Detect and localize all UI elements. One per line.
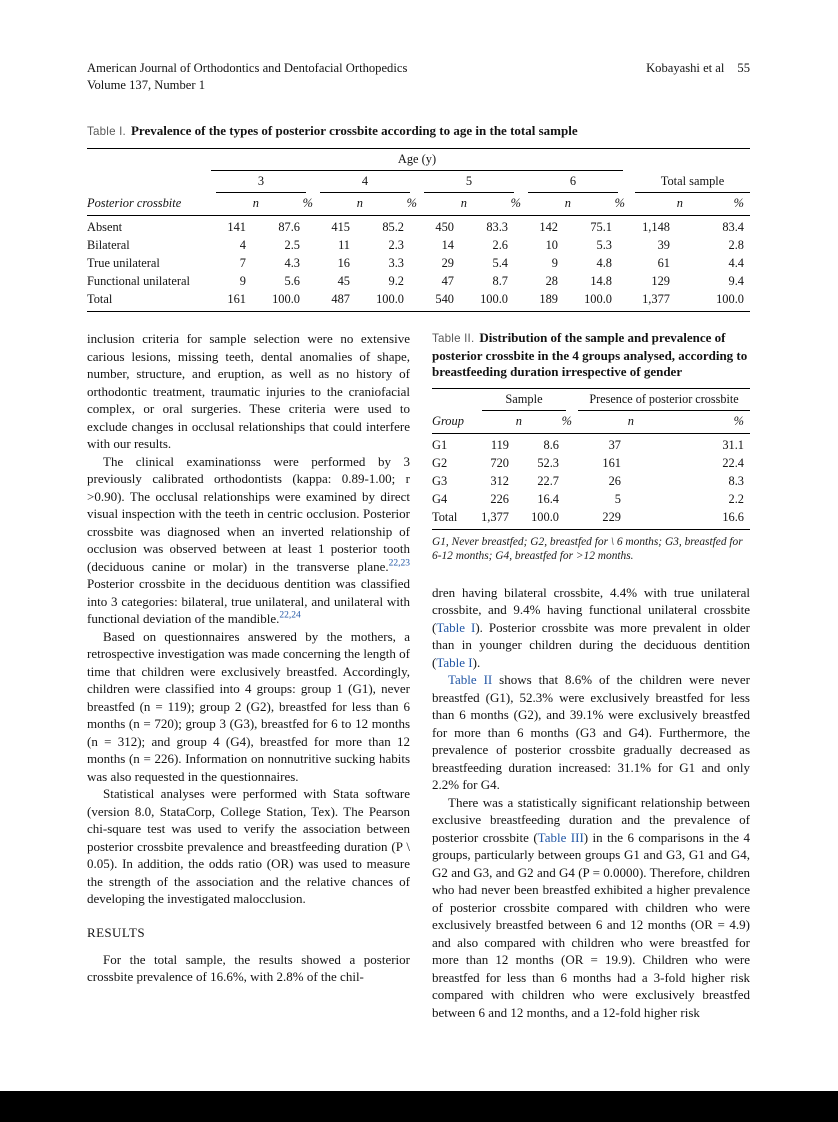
cell-value: 5.3 [596, 237, 612, 252]
age-group-3: 3 [216, 171, 306, 193]
table1-subheader-row [87, 193, 750, 216]
age-group-cell [521, 171, 625, 193]
text-segment: inclusion criteria for sample selection were no extensive carious lesions, missing teeth, dental anomalies of shape, number, structure, and eruption, as well as no history of orthodontic treatment, traumatic injuries to the craniofacial complex, or oral surgeries. These criteria were used to exclude changes in occlusal relationships that could interfere with our results. [87, 331, 410, 451]
table-1-caption [87, 123, 750, 141]
age-group-cell [209, 171, 313, 193]
sample-header: Sample [482, 389, 566, 411]
table-2-section [432, 330, 750, 564]
paragraph [432, 794, 750, 1022]
cell-value: 720 [490, 455, 509, 470]
spacer-cell [432, 388, 476, 411]
cell-value: 14.8 [590, 273, 612, 288]
cell-value: 9 [239, 273, 246, 288]
table2-group-header-row [432, 388, 750, 411]
body-text [432, 584, 750, 1022]
col-n-header: n [476, 411, 522, 434]
author-page-info [646, 60, 750, 77]
cell-value: 7 [239, 255, 246, 270]
cell-value: 61 [657, 255, 670, 270]
table-1-section [87, 123, 750, 312]
cell-value: 14 [441, 237, 454, 252]
cell-value: 31.1 [722, 437, 744, 452]
table-2-body [432, 433, 750, 529]
table-1-label: Table I. [87, 125, 126, 138]
cell-value: 4.3 [284, 255, 300, 270]
cell-value: 415 [331, 219, 350, 234]
col-n-header: n [521, 193, 571, 216]
cell-value: 119 [490, 437, 509, 452]
col-pct-header: % [467, 193, 521, 216]
cell-value: 226 [490, 491, 509, 506]
cell-value: 540 [435, 291, 454, 306]
presence-cell [572, 388, 750, 411]
paragraph [432, 671, 750, 794]
cell-value: 16.6 [722, 509, 744, 524]
row-label: Bilateral [87, 237, 130, 252]
cell-value: 22.7 [537, 473, 559, 488]
cell-value: 75.1 [590, 219, 612, 234]
cell-value: 189 [539, 291, 558, 306]
row-label: Absent [87, 219, 123, 234]
table-2-label: Table II. [432, 332, 475, 345]
right-text-column [432, 330, 750, 1021]
row-label: Total [432, 509, 458, 524]
cell-value: 100.0 [272, 291, 300, 306]
col-n-header: n [417, 193, 467, 216]
row-label: Functional unilateral [87, 273, 190, 288]
running-authors: Kobayashi et al [646, 61, 725, 75]
text-segment: ). Posterior crossbite was more prevalent in older than in younger children during the deciduous dentition ( [432, 619, 750, 670]
paragraph [87, 785, 410, 908]
paragraph [87, 330, 410, 453]
text-segment: ). [472, 654, 481, 670]
row-label: G3 [432, 473, 448, 488]
cell-value: 28 [545, 273, 558, 288]
cell-value: 5.6 [284, 273, 300, 288]
text-segment: For the total sample, the results showed a posterior crossbite prevalence of 16.6%, with 2.8% of the chil- [87, 951, 410, 984]
cell-value: 1,377 [481, 509, 509, 524]
cell-value: 26 [608, 473, 621, 488]
group-header: Group [432, 411, 476, 434]
row-label: G2 [432, 455, 448, 470]
cell-value: 8.3 [728, 473, 744, 488]
cell-value: 47 [441, 273, 454, 288]
spacer-cell [87, 148, 209, 171]
cell-value: 100.0 [531, 509, 559, 524]
table-2 [432, 388, 750, 530]
text-segment: Posterior crossbite in the deciduous dentition was classified into 3 categories: bilateral, true unilateral, and unilateral with functional deviation of the mandible. [87, 576, 410, 626]
col-pct-header: % [259, 193, 313, 216]
row-label: Total [87, 291, 113, 306]
cell-value: 2.5 [284, 237, 300, 252]
col-n-header: n [313, 193, 363, 216]
row-head: Posterior crossbite [87, 193, 209, 216]
presence-header: Presence of posterior crossbite [578, 389, 750, 411]
cell-value: 2.3 [388, 237, 404, 252]
spacer-cell [87, 171, 209, 193]
journal-volume: Volume 137, Number 1 [87, 77, 205, 92]
cross-reference-link[interactable]: 22,24 [279, 610, 301, 621]
cell-value: 2.2 [728, 491, 744, 506]
row-label: G4 [432, 491, 448, 506]
cell-value: 2.6 [492, 237, 508, 252]
text-segment: The clinical examinationss were performed by 3 previously calibrated orthodontists (kappa: 0.89-1.00; r >0.90). The occlusal relationships were examined by direct visual inspection with the teeth in centric occlusion. Posterior crossbite was diagnosed when an inverted relationship of occlusion was observed between at least 1 posterior tooth (deciduous canine or molar) in the transverse plane. [87, 453, 410, 574]
cell-value: 39 [657, 237, 670, 252]
col-pct-header: % [683, 193, 750, 216]
cell-value: 100.0 [480, 291, 508, 306]
table-row [87, 254, 750, 272]
table1-age-span-row [87, 148, 750, 171]
text-segment: dren having bilateral crossbite, 4.4% with true unilateral crossbite, and 9.4% having functional unilateral crossbite ( [432, 584, 750, 635]
cross-reference-link[interactable]: Table I [436, 654, 473, 670]
table2-subheader-row [432, 411, 750, 434]
age-group-5: 5 [424, 171, 514, 193]
table-1-body [87, 215, 750, 311]
text-segment: shows that 8.6% of the children were never breastfed (G1), 52.3% were exclusively breastfed for less than 6 months (G2), and 39.1% were exclusively breastfed for more than 6 months (G3 and G4). Furthermore, the prevalence of posterior crossbite gradually decreased as breastfeeding duration increased: 31.1% for G1 and only 2.2% for G4. [432, 672, 750, 793]
col-n-header: n [209, 193, 259, 216]
cell-value: 129 [651, 273, 670, 288]
cell-value: 16.4 [537, 491, 559, 506]
cell-value: 3.3 [388, 255, 404, 270]
body-text [87, 951, 410, 986]
table-row [432, 490, 750, 508]
col-pct-header: % [522, 411, 572, 434]
journal-title: American Journal of Orthodontics and Dentofacial Orthopedics [87, 61, 408, 75]
table-2-footnote: G1, Never breastfed; G2, breastfed for \ 6 months; G3, breastfed for 6-12 months; G4, breastfed for >12 months. [432, 535, 743, 563]
text-segment: There was a statistically significant relationship between exclusive breastfeeding duration and the prevalence of posterior crossbite ( [432, 794, 750, 845]
body-text [87, 330, 410, 908]
col-pct-header: % [634, 411, 750, 434]
cell-value: 45 [337, 273, 350, 288]
cell-value: 52.3 [537, 455, 559, 470]
col-n-header: n [572, 411, 634, 434]
cell-value: 29 [441, 255, 454, 270]
table-row [432, 433, 750, 454]
table1-age-groups-row [87, 171, 750, 193]
cell-value: 8.7 [492, 273, 508, 288]
text-segment: Based on questionnaires answered by the mothers, a retrospective investigation was made concerning the length of time that children were exclusively breastfed. Accordingly, children were classified into 4 groups: group 1 (G1), never breastfed (n = 119); group 2 (G2), breastfed for less than 6 months (n = 720); group 3 (G3), breastfed for 6 to 12 months (n = 312); and group 4 (G4), breastfed for more than 12 months (n = 226). Information on nonnutritive sucking habits was also requested in the questionnaires. [87, 628, 410, 784]
age-group-cell [313, 171, 417, 193]
cell-value: 487 [331, 291, 350, 306]
row-label: True unilateral [87, 255, 160, 270]
cell-value: 161 [602, 455, 621, 470]
age-group-6: 6 [528, 171, 618, 193]
cross-reference-link[interactable]: Table II [448, 672, 493, 688]
cell-value: 100.0 [716, 291, 744, 306]
table-2-caption [432, 330, 750, 381]
table-row [87, 290, 750, 311]
cell-value: 5 [614, 491, 621, 506]
table-1-title: Prevalence of the types of posterior crossbite according to age in the total sample [130, 123, 578, 138]
results-heading: RESULTS [87, 924, 145, 940]
cell-value: 83.4 [722, 219, 744, 234]
cell-value: 85.2 [382, 219, 404, 234]
cross-reference-link[interactable]: 22,23 [388, 558, 410, 569]
sample-cell [476, 388, 572, 411]
cell-value: 100.0 [584, 291, 612, 306]
cell-value: 9 [551, 255, 558, 270]
table-row [432, 454, 750, 472]
col-pct-header: % [363, 193, 417, 216]
cell-value: 9.2 [388, 273, 404, 288]
paragraph [87, 951, 410, 986]
cell-value: 5.4 [492, 255, 508, 270]
cell-value: 37 [608, 437, 621, 452]
page-number: 55 [737, 61, 750, 75]
cross-reference-link[interactable]: Table III [537, 829, 584, 845]
paragraph [87, 453, 410, 628]
paragraph [432, 584, 750, 672]
cell-value: 9.4 [728, 273, 744, 288]
cell-value: 450 [435, 219, 454, 234]
running-head [87, 60, 750, 93]
cell-value: 22.4 [722, 455, 744, 470]
paragraph [87, 628, 410, 786]
journal-info [87, 60, 407, 93]
cell-value: 10 [545, 237, 558, 252]
cell-value: 161 [227, 291, 246, 306]
total-sample-header: Total sample [635, 171, 750, 193]
text-segment: Statistical analyses were performed with Stata software (version 8.0, StataCorp, College Station, Tex). The Pearson chi-square test was used to verify the association between posterior crossbite prevalence and breastfeeding duration (P \ 0.05). In addition, the odds ratio (OR) was used to measure the strength of the association and the relative chances of developing the investigated malocclusion. [87, 786, 410, 906]
cell-value: 8.6 [543, 437, 559, 452]
cell-value: 1,377 [642, 291, 670, 306]
cross-reference-link[interactable]: Table I [436, 619, 476, 635]
text-segment: ) in the 6 comparisons in the 4 groups, particularly between groups G1 and G3, G1 and G4, G2 and G3, and G2 and G4 (P = 0.0000). Therefore, children who had never been breastfed exhibited a higher prevalence of posterior crossbite compared with children who were exclusively breastfed between 6 and 12 months (OR = 4.9) and also compared with children who were breastfed for more than 12 months (OR = 19.9). Children who were breastfed for less than 6 months had a 3-fold higher risk compared with children who were exclusively breastfed between 6 and 12 months, and a 12-fold higher risk [432, 829, 750, 1020]
cell-value: 142 [539, 219, 558, 234]
left-text-column [87, 330, 410, 986]
age-span-cell [209, 148, 625, 171]
cell-value: 16 [337, 255, 350, 270]
row-label: G1 [432, 437, 448, 452]
age-header: Age (y) [211, 149, 623, 171]
cell-value: 87.6 [278, 219, 300, 234]
age-group-cell [417, 171, 521, 193]
table-row [432, 508, 750, 529]
cell-value: 4.8 [596, 255, 612, 270]
cell-value: 312 [490, 473, 509, 488]
cell-value: 11 [338, 237, 350, 252]
col-n-header: n [625, 193, 683, 216]
table-2-title: Distribution of the sample and prevalence of posterior crossbite in the 4 groups analysed, according to breastfeeding duration irrespective of gender [432, 330, 748, 379]
cell-value: 83.3 [486, 219, 508, 234]
cell-value: 4 [239, 237, 246, 252]
table-1 [87, 148, 750, 312]
cell-value: 141 [227, 219, 246, 234]
cell-value: 1,148 [642, 219, 670, 234]
cell-value: 229 [602, 509, 621, 524]
total-sample-cell [625, 171, 750, 193]
spacer-cell [625, 148, 750, 171]
cell-value: 4.4 [728, 255, 744, 270]
cell-value: 100.0 [376, 291, 404, 306]
cell-value: 2.8 [728, 237, 744, 252]
table-row [87, 215, 750, 236]
table-row [432, 472, 750, 490]
col-pct-header: % [571, 193, 625, 216]
page-bottom-bar [0, 1091, 838, 1122]
age-group-4: 4 [320, 171, 410, 193]
table-row [87, 272, 750, 290]
table-row [87, 236, 750, 254]
